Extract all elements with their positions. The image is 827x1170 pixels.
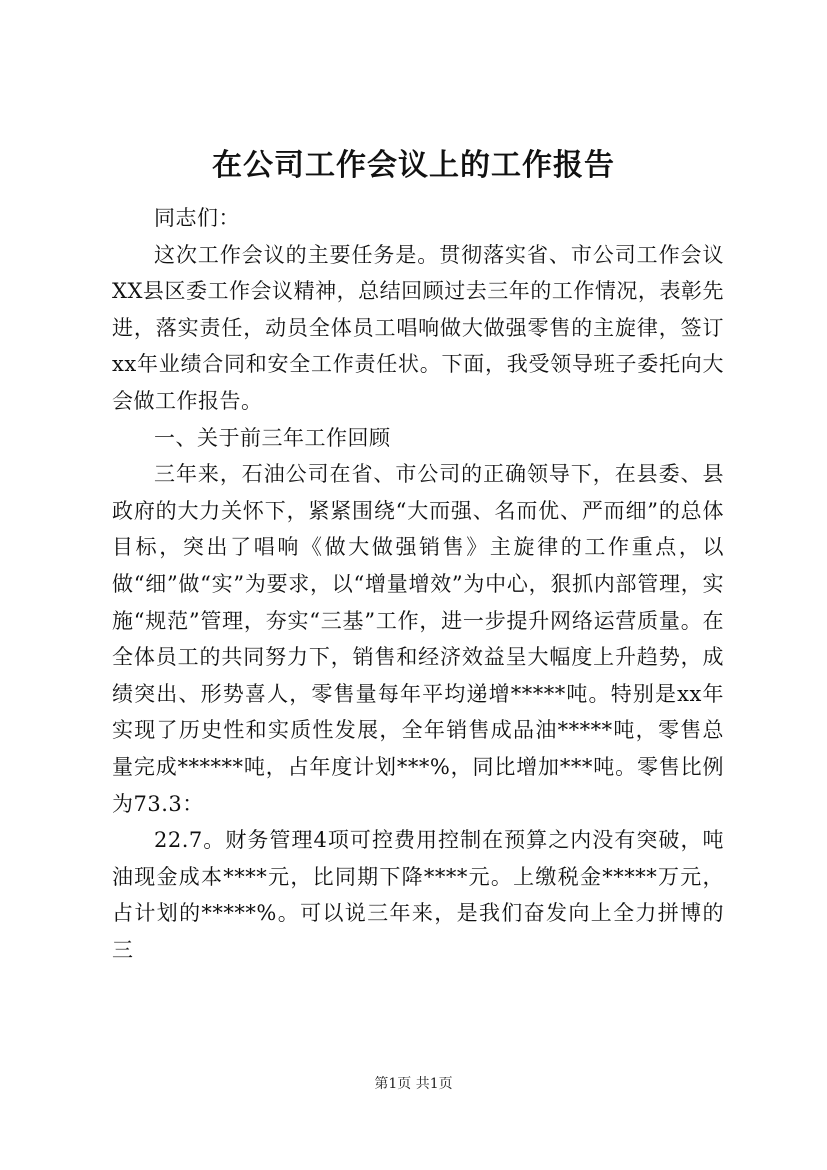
paragraph-finance: 22.7。财务管理4项可控费用控制在预算之内没有突破，吨油现金成本****元，比同期下降****元。上缴税金*****万元，占计划的*****%。可以说三年来，是我们奋发向上全力拼博的三 [112, 828, 724, 962]
document-body [112, 200, 724, 968]
document-title: 在公司工作会议上的工作报告 [212, 148, 615, 183]
section-heading: 一、关于前三年工作回顾 [154, 425, 391, 450]
paragraph-intro: 这次工作会议的主要任务是。贯彻落实省、市公司工作会议XX县区委工作会议精神，总结回顾过去三年的工作情况，表彰先进，落实责任，动员全体员工唱响做大做强零售的主旋律，签订xx年业绩合同和安全工作责任状。下面，我受领导班子委托向大会做工作报告。 [112, 242, 724, 413]
paragraph-review: 三年来，石油公司在省、市公司的正确领导下，在县委、县政府的大力关怀下，紧紧围绕“大而强、名而优、严而细”的总体目标，突出了唱响《做大做强销售》主旋律的工作重点，以做“细”做“实”为要求，以“增量增效”为中心，狠抓内部管理，实施“规范”管理，夯实“三基”工作，进一步提升网络运营质量。在全体员工的共同努力下，销售和经济效益呈大幅度上升趋势，成绩突出、形势喜人，零售量每年平均递增*****吨。特别是xx年实现了历史性和实质性发展，全年销售成品油*****吨，零售总量完成******吨，占年度计划***%，同比增加***吨。零售比例为73.3： [112, 462, 724, 816]
page-number-footer: 第1页 共1页 [374, 1076, 453, 1092]
salutation: 同志们： [154, 206, 240, 230]
